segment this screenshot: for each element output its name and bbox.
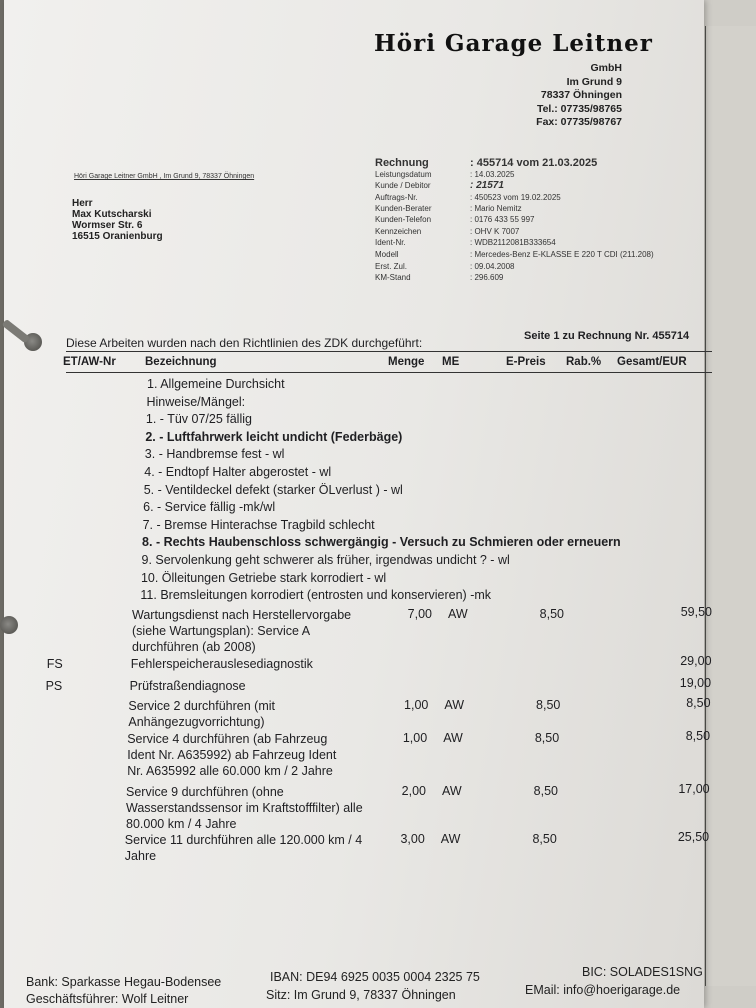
footer-iban: IBAN: DE94 6925 0035 0004 2325 75 — [270, 970, 480, 984]
col-unit-price: E-Preis — [506, 356, 546, 368]
meta-value: : 296.609 — [470, 273, 504, 282]
recipient-line: Wormser Str. 6 — [72, 220, 143, 231]
position-total: 59,50 — [680, 605, 712, 619]
position-unit: AW — [443, 731, 463, 745]
company-logo: Höri Garage Leitner — [374, 30, 653, 57]
position-unit-price: 8,50 — [539, 607, 564, 621]
position-unit-price: 8,50 — [533, 784, 558, 798]
position-unit: AW — [448, 607, 468, 621]
position-unit: AW — [444, 698, 465, 712]
underlying-sheet-edge — [705, 26, 756, 986]
position-unit: AW — [440, 832, 461, 846]
meta-value: : 450523 vom 19.02.2025 — [470, 193, 561, 202]
page-info: Seite 1 zu Rechnung Nr. 455714 — [524, 330, 690, 342]
col-unit: ME — [442, 356, 460, 368]
meta-value: : 09.04.2008 — [470, 262, 515, 271]
footer-bic: BIC: SOLADES1SNG — [582, 965, 703, 979]
footer-seat: Sitz: Im Grund 9, 78337 Öhningen — [266, 988, 456, 1002]
company-line: 78337 Öhningen — [540, 89, 622, 101]
meta-value: : 0176 433 55 997 — [470, 215, 535, 224]
position-code: FS — [46, 657, 63, 671]
description-line: 3. - Handbremse fest - wl — [144, 447, 285, 462]
company-line: Fax: 07735/98767 — [536, 116, 622, 128]
position-description: Service 11 durchführen alle 120.000 km / 4 Jahre — [124, 833, 363, 863]
footer-email: EMail: info@hoerigarage.de — [525, 983, 681, 997]
description-line: 8. - Rechts Haubenschloss schwergängig - Versuch zu Schmieren oder erneuern — [142, 535, 621, 550]
meta-label: Leistungsdatum — [375, 170, 432, 179]
description-line: 6. - Service fällig -mk/wl — [143, 500, 276, 515]
position-unit-price: 8,50 — [536, 698, 561, 712]
position-total: 19,00 — [679, 676, 712, 690]
meta-label: Kennzeichen — [375, 227, 422, 236]
punch-hole-bottom — [0, 616, 18, 634]
meta-value: : Mercedes-Benz E-KLASSE E 220 T CDI (211.208) — [470, 250, 654, 259]
meta-label: Auftrags-Nr. — [375, 193, 418, 202]
description-line: 1. Allgemeine Durchsicht — [147, 377, 285, 391]
col-discount: Rab.% — [566, 356, 602, 368]
position-total: 8,50 — [685, 729, 711, 743]
recipient-line: 16515 Oranienburg — [72, 231, 163, 242]
position-quantity: 3,00 — [400, 832, 425, 846]
position-description: Service 2 durchführen (mit Anhängezugvorrichtung) — [128, 699, 275, 729]
description-line: 5. - Ventildeckel defekt (starker ÖLverlust ) - wl — [143, 482, 403, 497]
description-line: 11. Bremsleitungen korrodiert (entrosten und konservieren) -mk — [140, 588, 492, 603]
position-description: Service 9 durchführen (ohne Wasserstandssensor im Kraftstofffilter) alle 80.000 km / 4 Jahre — [126, 785, 363, 831]
col-quantity: Menge — [388, 356, 425, 368]
description-line: 4. - Endtopf Halter abgerostet - wl — [144, 465, 332, 479]
position-total: 29,00 — [680, 654, 712, 668]
binder-ring — [2, 319, 31, 344]
position-description: Fehlerspeicherauslesediagnostik — [130, 657, 313, 671]
meta-label: Rechnung — [375, 157, 429, 169]
position-quantity: 7,00 — [407, 607, 432, 621]
position-code: PS — [45, 679, 63, 693]
meta-label: Modell — [375, 250, 399, 259]
description-line: 1. - Tüv 07/25 fällig — [145, 412, 252, 427]
recipient-address — [72, 198, 163, 242]
col-total: Gesamt/EUR — [617, 356, 687, 368]
sender-line: Höri Garage Leitner GmbH , Im Grund 9, 78337 Öhningen — [74, 173, 255, 180]
meta-label: KM-Stand — [375, 273, 411, 282]
company-line: Im Grund 9 — [566, 75, 622, 88]
header-rule-top — [66, 351, 712, 352]
description-line: 10. Ölleitungen Getriebe stark korrodiert - wl — [140, 570, 387, 585]
position-total: 25,50 — [677, 830, 710, 844]
description-line: 7. - Bremse Hinterachse Tragbild schlecht — [142, 517, 375, 532]
description-line: 2. - Luftfahrwerk leicht undicht (Federbäge) — [145, 429, 403, 444]
footer-manager: Geschäftsführer: Wolf Leitner — [26, 992, 189, 1006]
meta-label: Kunden-Telefon — [375, 215, 432, 224]
meta-value: : 21571 — [470, 180, 504, 191]
position-unit: AW — [442, 784, 462, 798]
meta-label: Erst. Zul. — [375, 262, 408, 271]
description-line: Hinweise/Mängel: — [146, 394, 246, 409]
position-unit-price: 8,50 — [532, 832, 557, 846]
position-description: Service 4 durchführen (ab Fahrzeug Ident Nr. A635992) ab Fahrzeug Ident Nr. A635992 alle 60.000 km / 2 Jahre — [127, 732, 337, 778]
meta-label: Ident-Nr. — [375, 238, 406, 247]
recipient-line: Herr — [72, 198, 93, 209]
col-description: Bezeichnung — [145, 356, 217, 368]
meta-value: : Mario Nemitz — [470, 204, 522, 213]
position-description: Prüfstraßendiagnose — [129, 679, 246, 693]
position-quantity: 1,00 — [402, 731, 428, 745]
position-quantity: 2,00 — [401, 784, 426, 798]
position-total: 17,00 — [678, 782, 710, 796]
meta-value: : 455714 vom 21.03.2025 — [470, 157, 598, 169]
meta-value: : WDB2112081B333654 — [470, 238, 556, 247]
meta-value: : OHV K 7007 — [470, 227, 520, 236]
header-rule-bottom — [66, 372, 712, 373]
position-total: 8,50 — [686, 696, 711, 710]
footer-bank: Bank: Sparkasse Hegau-Bodensee — [26, 975, 222, 989]
company-line: GmbH — [590, 62, 622, 74]
recipient-line: Max Kutscharski — [72, 209, 152, 220]
company-address — [536, 62, 622, 130]
zdk-note: Diese Arbeiten wurden nach den Richtlinien des ZDK durchgeführt: — [66, 336, 423, 350]
company-line: Tel.: 07735/98765 — [536, 102, 622, 115]
invoice-page — [4, 0, 712, 1008]
meta-label: Kunde / Debitor — [375, 181, 431, 190]
position-quantity: 1,00 — [404, 698, 429, 712]
col-code: ET/AW-Nr — [63, 356, 116, 368]
description-line: 9. Servolenkung geht schwerer als früher, irgendwas undicht ? - wl — [141, 553, 510, 567]
meta-value: : 14.03.2025 — [470, 170, 515, 179]
meta-label: Kunden-Berater — [375, 204, 432, 213]
position-description: Wartungsdienst nach Herstellervorgabe (siehe Wartungsplan): Service A durchführen (ab 2008) — [132, 608, 352, 654]
position-unit-price: 8,50 — [534, 731, 560, 745]
